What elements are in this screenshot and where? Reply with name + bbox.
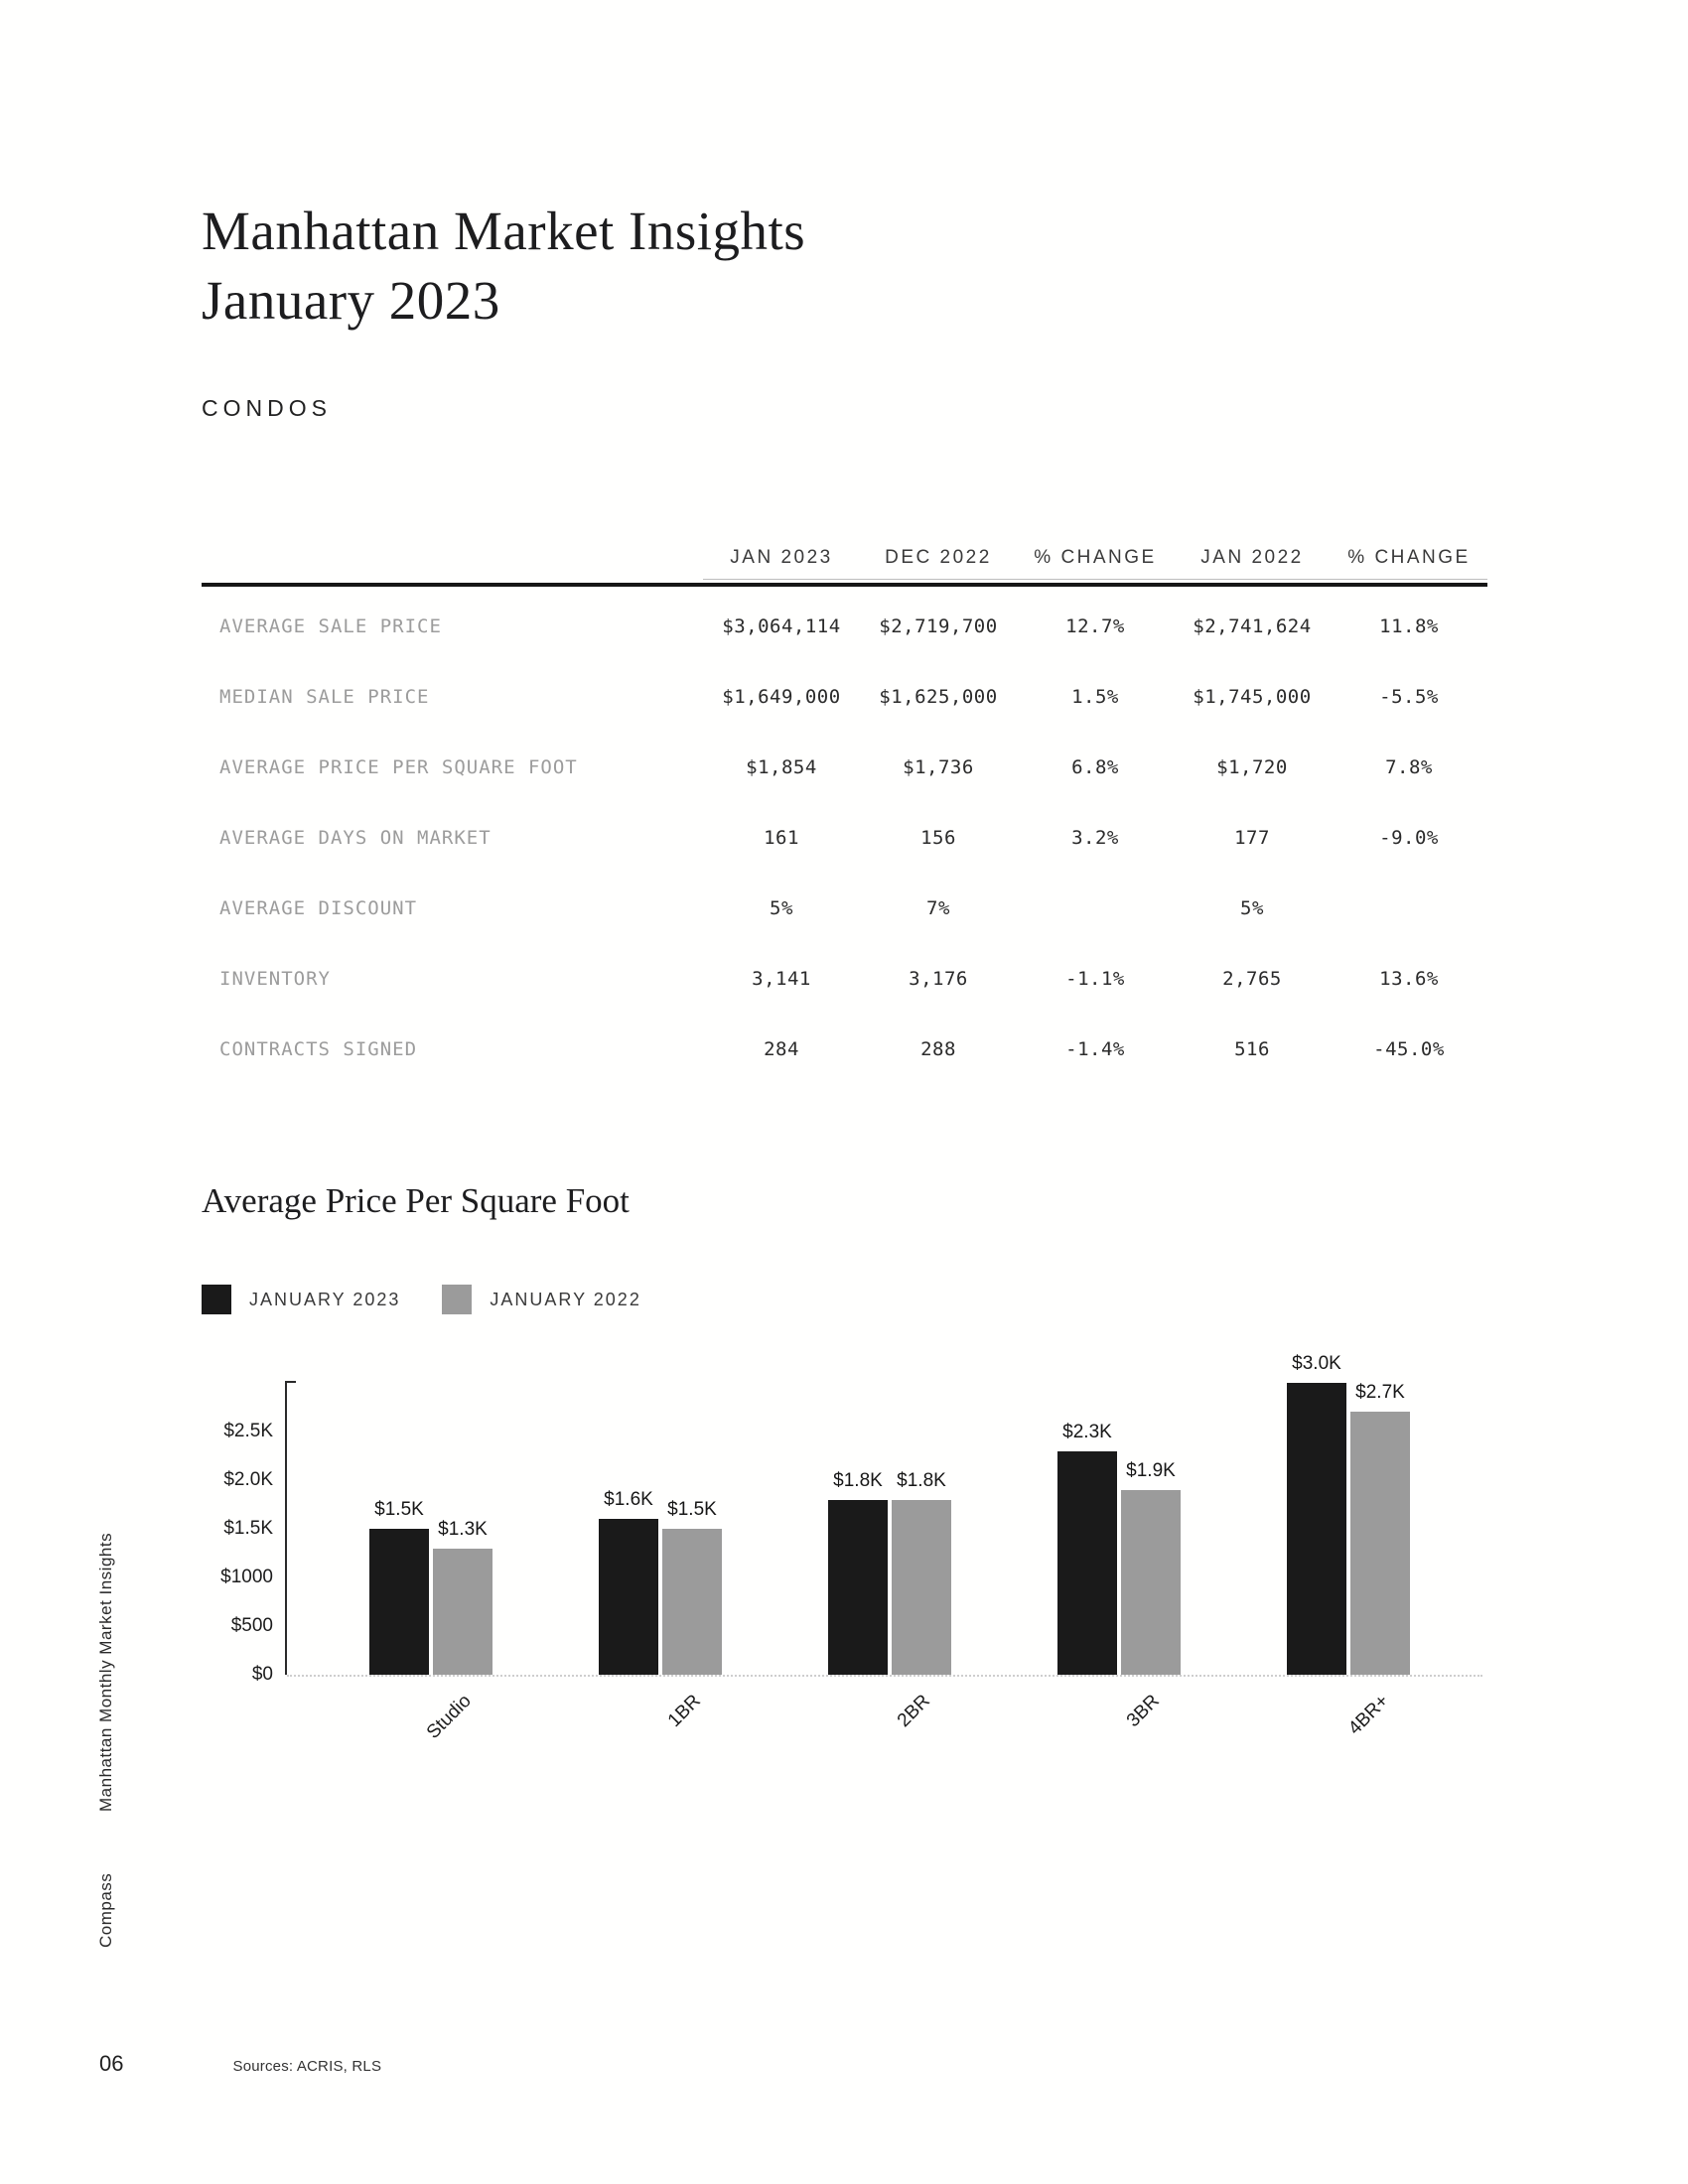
- bar-jan-2023: [828, 1500, 888, 1675]
- stats-table: [202, 531, 1487, 1084]
- table-header-thin-rule: [703, 579, 1487, 580]
- column-header-pct-change-mom: % CHANGE: [1034, 547, 1157, 568]
- row-value: 177: [1234, 826, 1270, 849]
- x-axis-category-label: 1BR: [663, 1691, 705, 1731]
- row-value: $1,736: [903, 755, 974, 778]
- page-footer: [99, 2051, 381, 2077]
- row-value: 12.7%: [1065, 614, 1125, 637]
- table-row: [202, 661, 1487, 732]
- y-axis-tick-label: $2.0K: [223, 1469, 273, 1490]
- y-axis-tick-label: $1.5K: [223, 1518, 273, 1539]
- row-label: AVERAGE SALE PRICE: [219, 614, 442, 637]
- page-title: [202, 197, 805, 336]
- row-label: AVERAGE DISCOUNT: [219, 896, 418, 919]
- row-label: CONTRACTS SIGNED: [219, 1037, 418, 1060]
- y-axis-tick-label: $500: [230, 1615, 273, 1636]
- y-axis-tick-label: $0: [251, 1664, 273, 1685]
- bar-value-label: $3.0K: [1292, 1353, 1341, 1374]
- row-value: $1,854: [746, 755, 817, 778]
- x-axis-category-label: Studio: [422, 1691, 476, 1743]
- x-axis-baseline: [287, 1675, 1482, 1677]
- row-value: 3,176: [909, 967, 968, 990]
- row-value: -1.4%: [1065, 1037, 1125, 1060]
- bar-jan-2022: [662, 1529, 722, 1675]
- row-value: -9.0%: [1379, 826, 1439, 849]
- table-row: [202, 802, 1487, 873]
- column-header-dec-2022: DEC 2022: [885, 547, 992, 568]
- legend-label-jan-2022: JANUARY 2022: [490, 1289, 641, 1309]
- row-value: 5%: [770, 896, 793, 919]
- bar-value-label: $1.8K: [833, 1470, 883, 1491]
- bar-jan-2023: [1057, 1451, 1117, 1675]
- bar-jan-2022: [892, 1500, 951, 1675]
- bar-jan-2022: [1350, 1412, 1410, 1675]
- row-value: 3.2%: [1071, 826, 1119, 849]
- bar-jan-2022: [433, 1549, 492, 1675]
- section-label: CONDOS: [202, 395, 332, 421]
- bar-value-label: $1.9K: [1126, 1460, 1176, 1481]
- row-value: $1,649,000: [722, 685, 841, 708]
- column-header-jan-2023: JAN 2023: [730, 547, 833, 568]
- row-value: $1,720: [1216, 755, 1288, 778]
- row-value: $3,064,114: [722, 614, 841, 637]
- row-value: 3,141: [752, 967, 811, 990]
- bar-jan-2023: [369, 1529, 429, 1675]
- row-value: -5.5%: [1379, 685, 1439, 708]
- page-title-line1: Manhattan Market Insights: [202, 201, 806, 261]
- row-value: 1.5%: [1071, 685, 1119, 708]
- legend-swatch-jan-2023: [202, 1285, 231, 1314]
- row-value: 6.8%: [1071, 755, 1119, 778]
- row-label: AVERAGE PRICE PER SQUARE FOOT: [219, 755, 578, 778]
- chart-legend: [202, 1285, 641, 1314]
- bar-value-label: $1.5K: [667, 1499, 717, 1520]
- x-axis-category-label: 2BR: [893, 1691, 934, 1731]
- row-value: 11.8%: [1379, 614, 1439, 637]
- row-value: 156: [920, 826, 956, 849]
- row-label: INVENTORY: [219, 967, 331, 990]
- page-title-line2: January 2023: [202, 270, 500, 331]
- row-value: -45.0%: [1373, 1037, 1445, 1060]
- x-axis-category-label: 4BR+: [1344, 1691, 1393, 1739]
- row-value: $2,719,700: [879, 614, 998, 637]
- column-header-jan-2022: JAN 2022: [1200, 547, 1304, 568]
- row-value: 2,765: [1222, 967, 1282, 990]
- bar-value-label: $1.8K: [897, 1470, 946, 1491]
- y-axis-tick-label: $1000: [220, 1567, 273, 1587]
- table-body: [202, 587, 1487, 1084]
- table-row: [202, 591, 1487, 661]
- row-value: 7%: [926, 896, 950, 919]
- x-axis-category-label: 3BR: [1122, 1691, 1164, 1731]
- legend-item-jan-2022: [442, 1285, 640, 1314]
- y-axis-line: [285, 1381, 287, 1675]
- row-label: AVERAGE DAYS ON MARKET: [219, 826, 492, 849]
- page-number: 06: [99, 2051, 124, 2076]
- row-label: MEDIAN SALE PRICE: [219, 685, 430, 708]
- bar-value-label: $2.3K: [1062, 1422, 1112, 1442]
- bar-jan-2023: [599, 1519, 658, 1675]
- row-value: 288: [920, 1037, 956, 1060]
- row-value: $1,625,000: [879, 685, 998, 708]
- bar-value-label: $1.5K: [374, 1499, 424, 1520]
- table-header-row: [202, 531, 1487, 579]
- sidebar-brand: Compass: [96, 1872, 115, 1948]
- bar-value-label: $2.7K: [1355, 1382, 1405, 1403]
- y-axis-tick-label: $2.5K: [223, 1421, 273, 1441]
- row-value: -1.1%: [1065, 967, 1125, 990]
- sidebar-vertical-title: Manhattan Monthly Market Insights: [96, 1532, 115, 1812]
- legend-item-jan-2023: [202, 1285, 400, 1314]
- row-value: $2,741,624: [1193, 614, 1312, 637]
- y-axis-cap: [285, 1381, 296, 1383]
- bar-chart: [202, 1350, 1492, 1777]
- bar-jan-2022: [1121, 1490, 1181, 1675]
- row-value: $1,745,000: [1193, 685, 1312, 708]
- table-row: [202, 873, 1487, 943]
- bar-jan-2023: [1287, 1383, 1346, 1675]
- bar-value-label: $1.3K: [438, 1519, 488, 1540]
- legend-label-jan-2023: JANUARY 2023: [249, 1289, 401, 1309]
- row-value: 516: [1234, 1037, 1270, 1060]
- sources-note: Sources: ACRIS, RLS: [232, 2058, 382, 2075]
- row-value: 5%: [1240, 896, 1264, 919]
- row-value: 13.6%: [1379, 967, 1439, 990]
- chart-title: Average Price Per Square Foot: [202, 1181, 630, 1220]
- report-header: [202, 197, 805, 422]
- table-row: [202, 1014, 1487, 1084]
- legend-swatch-jan-2022: [442, 1285, 472, 1314]
- table-row: [202, 732, 1487, 802]
- bar-value-label: $1.6K: [604, 1489, 653, 1510]
- table-row: [202, 943, 1487, 1014]
- row-value: 284: [764, 1037, 799, 1060]
- column-header-pct-change-yoy: % CHANGE: [1347, 547, 1471, 568]
- row-value: 7.8%: [1385, 755, 1433, 778]
- row-value: 161: [764, 826, 799, 849]
